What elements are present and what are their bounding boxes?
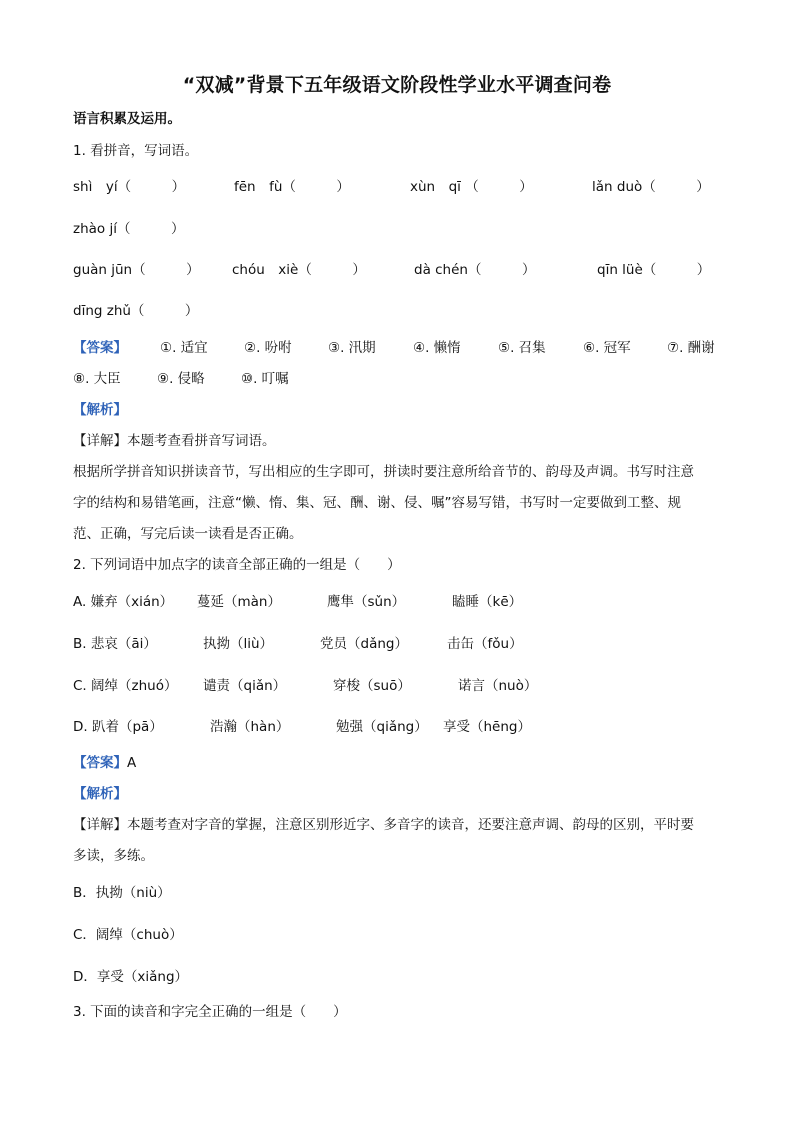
option-a-item: 瞌睡（kē） xyxy=(452,594,523,610)
option-b-item: 执拗（liù） xyxy=(203,636,274,652)
option-c-item: 穿梭（suō） xyxy=(333,678,411,694)
answer-item: ⑨. 侵略 xyxy=(157,371,205,387)
option-c-item: C. 阔绰（zhuó） xyxy=(73,678,178,694)
answer-value: A xyxy=(127,755,137,771)
option-b-item: B. 悲哀（āi） xyxy=(73,636,157,652)
correction-item: C．阔绰（chuò） xyxy=(73,927,183,943)
answer-item: ⑧. 大臣 xyxy=(73,371,121,387)
answer-item: ⑥. 冠军 xyxy=(583,340,631,356)
pinyin-item: zhào jí（ ） xyxy=(73,221,185,237)
detail-line: 根据所学拼音知识拼读音节，写出相应的生字即可，拼读时要注意所给音节的、韵母及声调。书写时注意 xyxy=(73,464,694,480)
pinyin-item: dà chén（ ） xyxy=(414,262,536,278)
analysis-label: 【解析】 xyxy=(73,786,127,802)
answer-item: ⑦. 酬谢 xyxy=(667,340,715,356)
q3-stem: 3. 下面的读音和字完全正确的一组是（ ） xyxy=(73,1004,347,1020)
option-b-item: 党员（dǎng） xyxy=(320,636,408,652)
answer-item: ⑤. 召集 xyxy=(498,340,546,356)
answer-item: ⑩. 叮嘱 xyxy=(241,371,289,387)
pinyin-item: shì yí（ ） xyxy=(73,179,186,195)
option-d-item: 勉强（qiǎng） xyxy=(336,719,428,735)
answer-label: 【答案】 xyxy=(73,755,127,771)
q1-stem: 1. 看拼音，写词语。 xyxy=(73,143,199,159)
section-heading: 语言积累及运用。 xyxy=(73,111,181,127)
option-a-item: 鹰隼（sǔn） xyxy=(327,594,406,610)
analysis-label: 【解析】 xyxy=(73,402,127,418)
answer-label: 【答案】 xyxy=(73,340,127,356)
pinyin-item: qīn lüè（ ） xyxy=(597,262,711,278)
answer-item: ①. 适宜 xyxy=(160,340,208,356)
option-a-item: 蔓延（màn） xyxy=(197,594,281,610)
detail-line: 多读，多练。 xyxy=(73,848,154,864)
option-b-item: 击缶（fǒu） xyxy=(447,636,523,652)
pinyin-item: lǎn duò（ ） xyxy=(592,179,710,195)
pinyin-item: dīng zhǔ（ ） xyxy=(73,303,199,319)
option-d-item: 浩瀚（hàn） xyxy=(210,719,290,735)
q1-detail xyxy=(73,426,723,550)
q2-detail xyxy=(73,810,723,872)
pinyin-item: fēn fù（ ） xyxy=(234,179,350,195)
answer-item: ③. 汛期 xyxy=(328,340,376,356)
option-d-item: D. 趴着（pā） xyxy=(73,719,163,735)
detail-line: 【详解】本题考查看拼音写词语。 xyxy=(73,433,276,449)
pinyin-item: chóu xiè（ ） xyxy=(232,262,366,278)
option-c-item: 谴责（qiǎn） xyxy=(203,678,287,694)
pinyin-item: xùn qī （ ） xyxy=(410,179,533,195)
pinyin-item: guàn jūn（ ） xyxy=(73,262,200,278)
option-c-item: 诺言（nuò） xyxy=(458,678,538,694)
page-title: “双减”背景下五年级语文阶段性学业水平调查问卷 xyxy=(182,74,612,96)
detail-line: 【详解】本题考查对字音的掌握，注意区别形近字、多音字的读音，还要注意声调、韵母的区别，平时要 xyxy=(73,817,694,833)
correction-item: D．享受（xiǎng） xyxy=(73,969,189,985)
option-d-item: 享受（hēng） xyxy=(443,719,531,735)
correction-item: B．执拗（niù） xyxy=(73,885,171,901)
q2-answer xyxy=(73,752,136,774)
answer-item: ②. 吩咐 xyxy=(244,340,292,356)
option-a-item: A. 嫌弃（xián） xyxy=(73,594,174,610)
detail-line: 范、正确，写完后读一读看是否正确。 xyxy=(73,526,303,542)
detail-line: 字的结构和易错笔画，注意“懒、惰、集、冠、酬、谢、侵、嘱”容易写错，书写时一定要做到工整、规 xyxy=(73,495,681,511)
answer-item: ④. 懒惰 xyxy=(413,340,461,356)
q2-stem: 2. 下列词语中加点字的读音全部正确的一组是（ ） xyxy=(73,557,401,573)
